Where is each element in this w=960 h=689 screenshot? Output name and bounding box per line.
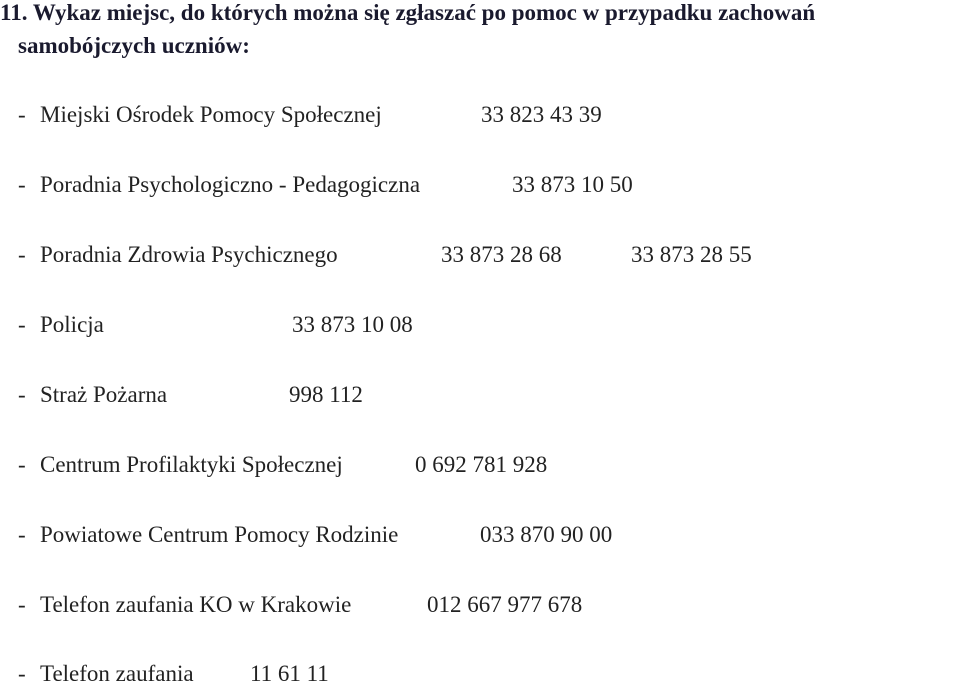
- list-item-policja: [18, 310, 413, 340]
- phone-number-secondary: 33 873 28 55: [631, 242, 752, 267]
- list-dash: -: [18, 102, 26, 127]
- list-item-ppp: [18, 170, 633, 200]
- institution-name: Poradnia Psychologiczno - Pedagogiczna: [40, 172, 421, 197]
- institution-name: Telefon zaufania KO w Krakowie: [40, 592, 352, 617]
- institution-name: Miejski Ośrodek Pomocy Społecznej: [40, 102, 382, 127]
- list-dash: -: [18, 592, 26, 617]
- institution-name: Powiatowe Centrum Pomocy Rodzinie: [40, 522, 399, 547]
- list-dash: -: [18, 382, 26, 407]
- heading-line-2: samobójczych uczniów:: [18, 33, 250, 58]
- list-item-mops: [18, 100, 602, 130]
- phone-number: 33 873 10 50: [512, 172, 633, 197]
- institution-name: Straż Pożarna: [40, 382, 168, 407]
- list-dash: -: [18, 452, 26, 477]
- phone-number: 012 667 977 678: [427, 592, 583, 617]
- list-dash: -: [18, 661, 26, 686]
- list-item-pcpr: [18, 520, 613, 550]
- list-item-straz: [18, 380, 363, 410]
- list-item-cps: [18, 450, 548, 480]
- list-item-telefon-ko: [18, 590, 583, 620]
- phone-number: 33 873 10 08: [292, 312, 413, 337]
- phone-number: 11 61 11: [250, 661, 329, 686]
- list-item-telefon-zaufania: [18, 659, 329, 689]
- institution-name: Policja: [40, 312, 104, 337]
- phone-number: 998 112: [289, 382, 363, 407]
- phone-number: 33 823 43 39: [481, 102, 602, 127]
- list-dash: -: [18, 522, 26, 547]
- institution-name: Centrum Profilaktyki Społecznej: [40, 452, 343, 477]
- phone-number: 0 692 781 928: [415, 452, 548, 477]
- list-item-pzp: [18, 240, 752, 270]
- heading-line-1: 11. Wykaz miejsc, do których można się zgłaszać po pomoc w przypadku zachowań: [0, 0, 816, 25]
- phone-number: 033 870 90 00: [480, 522, 613, 547]
- institution-name: Telefon zaufania: [40, 661, 194, 686]
- section-heading: [0, 0, 815, 62]
- list-dash: -: [18, 242, 26, 267]
- institution-name: Poradnia Zdrowia Psychicznego: [40, 242, 338, 267]
- list-dash: -: [18, 172, 26, 197]
- list-dash: -: [18, 312, 26, 337]
- phone-number: 33 873 28 68: [441, 242, 562, 267]
